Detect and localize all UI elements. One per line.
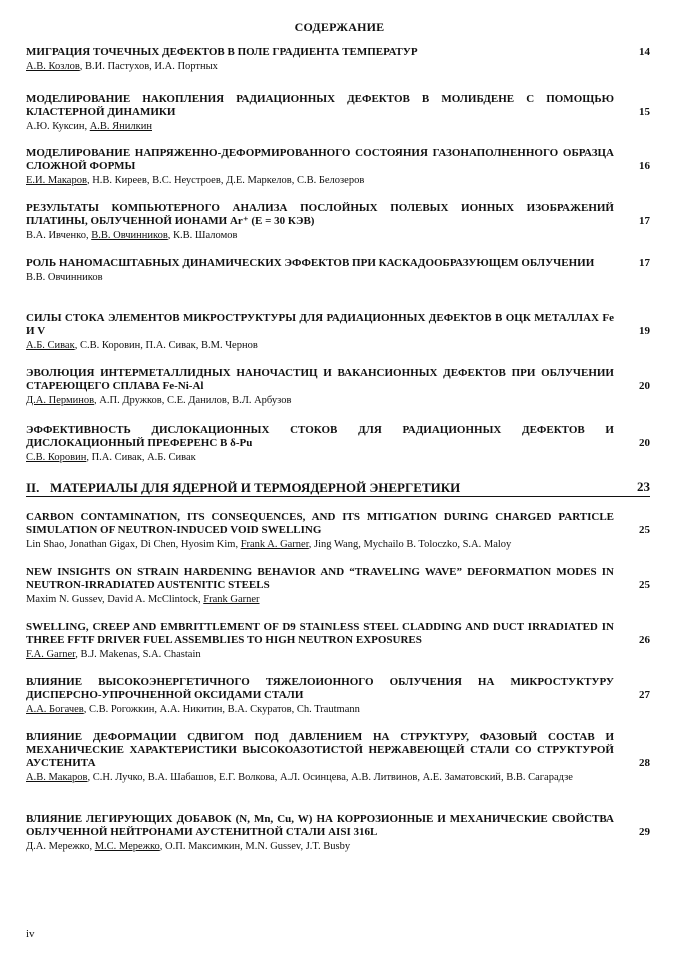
entry-title: МОДЕЛИРОВАНИЕ НАПРЯЖЕННО-ДЕФОРМИРОВАННОГО СОСТОЯНИЯ ГАЗОНАПОЛНЕННОГО ОБРАЗЦА СЛОЖНОЙ ФОРМЫ xyxy=(26,147,614,172)
author-name: В.В. Овчинников xyxy=(91,230,168,241)
author-name: А.В. Макаров xyxy=(26,772,88,783)
entry-title: NEW INSIGHTS ON STRAIN HARDENING BEHAVIOR AND “TRAVELING WAVE” DEFORMATION MODES IN NEUTRON-IRRADIATED AUSTENITIC STEELS xyxy=(26,566,614,591)
entry-page-number: 17 xyxy=(639,257,650,269)
entry-title: МОДЕЛИРОВАНИЕ НАКОПЛЕНИЯ РАДИАЦИОННЫХ ДЕФЕКТОВ В МОЛИБДЕНЕ С ПОМОЩЬЮ КЛАСТЕРНОЙ ДИНАМИКИ xyxy=(26,93,614,118)
author-name: Jing Wang xyxy=(314,539,359,550)
author-name: Mychailo B. Toloczko xyxy=(363,539,458,550)
author-name: Di Chen xyxy=(140,539,176,550)
entry-page-number: 15 xyxy=(639,106,650,118)
entry-page-number: 26 xyxy=(639,634,650,646)
author-name: S.A. Chastain xyxy=(142,649,201,660)
author-name: Frank A. Garner xyxy=(240,539,309,550)
author-name: С.Е. Данилов xyxy=(167,395,227,406)
entry-authors: Е.И. Макаров, Н.В. Киреев, В.С. Неустроев, Д.Е. Маркелов, С.В. Белозеров xyxy=(26,175,365,186)
toc-entry xyxy=(26,93,650,133)
author-name: С.В. Белозеров xyxy=(296,175,365,186)
entry-authors: С.В. Коровин, П.А. Сивак, А.Б. Сивак xyxy=(26,452,196,463)
entry-authors: Maxim N. Gussev, David A. McClintock, Frank Garner xyxy=(26,594,260,605)
author-name: П.А. Сивак xyxy=(91,452,142,463)
author-name: Е.И. Макаров xyxy=(26,175,87,186)
author-name: С.В. Рогожкин xyxy=(89,704,155,715)
author-name: Е.Г. Волкова xyxy=(218,772,275,783)
entry-authors: А.Ю. Куксин, А.В. Янилкин xyxy=(26,121,152,132)
entry-title: ВЛИЯНИЕ ВЫСОКОЭНЕРГЕТИЧНОГО ТЯЖЕЛОИОННОГО ОБЛУЧЕНИЯ НА МИКРОСТУКТУРУ ДИСПЕРСНО-УПРОЧНЕННОЙ ОКСИДАМИ СТАЛИ xyxy=(26,676,614,701)
author-name: В.А. Скуратов xyxy=(227,704,292,715)
entry-authors: А.Б. Сивак, С.В. Коровин, П.А. Сивак, В.М. Чернов xyxy=(26,340,258,351)
author-name: J.T. Busby xyxy=(305,841,351,852)
author-name: С.В. Коровин xyxy=(26,452,87,463)
toc-entry xyxy=(26,257,650,284)
toc-entry xyxy=(26,46,650,73)
author-name: А.Ю. Куксин xyxy=(26,121,85,132)
entry-title: ЭФФЕКТИВНОСТЬ ДИСЛОКАЦИОННЫХ СТОКОВ ДЛЯ РАДИАЦИОННЫХ ДЕФЕКТОВ И ДИСЛОКАЦИОННЫЙ ПРЕФЕРЕНС В δ-Pu xyxy=(26,424,614,449)
entry-authors: В.А. Ивченко, В.В. Овчинников, К.В. Шаломов xyxy=(26,230,238,241)
entry-title: РОЛЬ НАНОМАСШТАБНЫХ ДИНАМИЧЕСКИХ ЭФФЕКТОВ ПРИ КАСКАДООБРАЗУЮЩЕМ ОБЛУЧЕНИИ xyxy=(26,257,595,269)
author-name: S.A. Maloy xyxy=(462,539,512,550)
author-name: А.Л. Осинцева xyxy=(280,772,346,783)
author-name: В.С. Неустроев xyxy=(152,175,221,186)
toc-entry xyxy=(26,511,650,551)
author-name: Frank Garner xyxy=(203,594,260,605)
author-name: Н.В. Киреев xyxy=(92,175,147,186)
author-name: David A. McClintock xyxy=(107,594,198,605)
entry-page-number: 19 xyxy=(639,325,650,337)
author-name: П.А. Сивак xyxy=(145,340,196,351)
toc-entry xyxy=(26,147,650,187)
author-name: А.В. Козлов xyxy=(26,61,80,72)
entry-page-number: 27 xyxy=(639,689,650,701)
author-name: Д.Е. Маркелов xyxy=(226,175,292,186)
entry-page-number: 20 xyxy=(639,437,650,449)
entry-title: CARBON CONTAMINATION, ITS CONSEQUENCES, AND ITS MITIGATION DURING CHARGED PARTICLE SIMULATION OF NEUTRON-INDUCED VOID SWELLING xyxy=(26,511,614,536)
entry-authors: А.В. Макаров, С.Н. Лучко, В.А. Шабашов, Е.Г. Волкова, А.Л. Осинцева, А.В. Литвинов, А.Е. Заматовский, В.В. Сагарадзе xyxy=(26,772,573,783)
entry-page-number: 29 xyxy=(639,826,650,838)
author-name: Ch. Trautmann xyxy=(296,704,360,715)
entry-authors: А.В. Козлов, В.И. Пастухов, И.А. Портных xyxy=(26,61,218,72)
entry-title: ВЛИЯНИЕ ЛЕГИРУЮЩИХ ДОБАВОК (N, Mn, Cu, W) НА КОРРОЗИОННЫЕ И МЕХАНИЧЕСКИЕ СВОЙСТВА ОБЛУЧЕННОЙ НЕЙТРОНАМИ АУСТЕНИТНОЙ СТАЛИ AISI 316L xyxy=(26,813,614,838)
entry-page-number: 16 xyxy=(639,160,650,172)
author-name: Hyosim Kim xyxy=(180,539,236,550)
entry-authors: F.A. Garner, B.J. Makenas, S.A. Chastain xyxy=(26,649,201,660)
toc-entry xyxy=(26,731,650,784)
author-name: А.А. Богачев xyxy=(26,704,84,715)
author-name: А.А. Никитин xyxy=(159,704,223,715)
toc-entry xyxy=(26,367,650,407)
entry-page-number: 25 xyxy=(639,524,650,536)
author-name: F.A. Garner xyxy=(26,649,76,660)
toc-entry xyxy=(26,424,650,464)
entry-authors: Lin Shao, Jonathan Gigax, Di Chen, Hyosim Kim, Frank A. Garner, Jing Wang, Mychailo B. Toloczko, S.A. Maloy xyxy=(26,539,512,550)
author-name: И.А. Портных xyxy=(154,61,218,72)
toc-title: СОДЕРЖАНИЕ xyxy=(294,20,385,34)
section-number: II. xyxy=(26,480,40,495)
toc-entry xyxy=(26,202,650,242)
entry-title: ВЛИЯНИЕ ДЕФОРМАЦИИ СДВИГОМ ПОД ДАВЛЕНИЕМ НА СТРУКТУРУ, ФАЗОВЫЙ СОСТАВ И МЕХАНИЧЕСКИЕ ХАРАКТЕРИСТИКИ ВЫСОКОАЗОТИСТОЙ НЕРЖАВЕЮЩЕЙ СТАЛИ СО СТРУКТУРОЙ АУСТЕНИТА xyxy=(26,731,614,769)
author-name: В.А. Ивченко xyxy=(26,230,86,241)
entry-title: МИГРАЦИЯ ТОЧЕЧНЫХ ДЕФЕКТОВ В ПОЛЕ ГРАДИЕНТА ТЕМПЕРАТУР xyxy=(26,46,418,58)
entry-title: ЭВОЛЮЦИЯ ИНТЕРМЕТАЛЛИДНЫХ НАНОЧАСТИЦ И ВАКАНСИОННЫХ ДЕФЕКТОВ ПРИ ОБЛУЧЕНИИ СТАРЕЮЩЕГО СПЛАВА Fe-Ni-Al xyxy=(26,367,614,392)
author-name: А.В. Янилкин xyxy=(89,121,152,132)
entry-page-number: 20 xyxy=(639,380,650,392)
author-name: Д.А. Мережко xyxy=(26,841,90,852)
author-name: Lin Shao xyxy=(26,539,65,550)
section-page-number: 23 xyxy=(637,479,650,494)
author-name: В.А. Шабашов xyxy=(147,772,214,783)
entry-page-number: 28 xyxy=(639,757,650,769)
author-name: А.Б. Сивак xyxy=(26,340,75,351)
author-name: А.Б. Сивак xyxy=(147,452,196,463)
author-name: M.N. Gussev xyxy=(245,841,301,852)
page-number-footer: iv xyxy=(26,928,35,940)
author-name: О.П. Максимкин xyxy=(165,841,241,852)
author-name: С.Н. Лучко xyxy=(92,772,143,783)
author-name: А.П. Дружков xyxy=(99,395,162,406)
toc-entry xyxy=(26,676,650,716)
author-name: А.В. Литвинов xyxy=(351,772,418,783)
author-name: В.И. Пастухов xyxy=(85,61,150,72)
author-name: Jonathan Gigax xyxy=(69,539,136,550)
entry-page-number: 17 xyxy=(639,215,650,227)
author-name: К.В. Шаломов xyxy=(173,230,238,241)
author-name: Д.А. Перминов xyxy=(26,395,95,406)
toc-entry xyxy=(26,312,650,352)
entry-page-number: 14 xyxy=(639,46,650,58)
entry-title: СИЛЫ СТОКА ЭЛЕМЕНТОВ МИКРОСТРУКТУРЫ ДЛЯ РАДИАЦИОННЫХ ДЕФЕКТОВ В ОЦК МЕТАЛЛАХ Fe И V xyxy=(26,312,614,337)
entry-authors: Д.А. Перминов, А.П. Дружков, С.Е. Данилов, В.Л. Арбузов xyxy=(26,395,292,406)
section-heading xyxy=(26,480,650,497)
entry-authors: А.А. Богачев, С.В. Рогожкин, А.А. Никитин, В.А. Скуратов, Ch. Trautmann xyxy=(26,704,360,715)
author-name: С.В. Коровин xyxy=(79,340,141,351)
entry-title: SWELLING, CREEP AND EMBRITTLEMENT OF D9 STAINLESS STEEL CLADDING AND DUCT IRRADIATED IN THREE FFTF DRIVER FUEL ASSEMBLIES TO HIGH NEUTRON EXPOSURES xyxy=(26,621,614,646)
section-title: МАТЕРИАЛЫ ДЛЯ ЯДЕРНОЙ И ТЕРМОЯДЕРНОЙ ЭНЕРГЕТИКИ xyxy=(50,480,461,495)
entry-title: РЕЗУЛЬТАТЫ КОМПЬЮТЕРНОГО АНАЛИЗА ПОСЛОЙНЫХ ПОЛЕВЫХ ИОННЫХ ИЗОБРАЖЕНИЙ ПЛАТИНЫ, ОБЛУЧЕННОЙ ИОНАМИ Ar⁺ (E = 30 КЭВ) xyxy=(26,202,614,227)
toc-entry xyxy=(26,621,650,661)
author-name: B.J. Makenas xyxy=(80,649,138,660)
entry-authors: Д.А. Мережко, М.С. Мережко, О.П. Максимкин, M.N. Gussev, J.T. Busby xyxy=(26,841,351,852)
toc-entry xyxy=(26,566,650,606)
author-name: В.В. Сагарадзе xyxy=(506,772,573,783)
author-name: В.Л. Арбузов xyxy=(232,395,292,406)
author-name: В.М. Чернов xyxy=(201,340,258,351)
author-name: Maxim N. Gussev xyxy=(26,594,103,605)
toc-entry xyxy=(26,813,650,853)
entry-page-number: 25 xyxy=(639,579,650,591)
author-name: А.Е. Заматовский xyxy=(422,772,501,783)
entry-authors xyxy=(26,271,650,284)
author-name: В.В. Овчинников xyxy=(26,272,103,283)
author-name: М.С. Мережко xyxy=(94,841,160,852)
